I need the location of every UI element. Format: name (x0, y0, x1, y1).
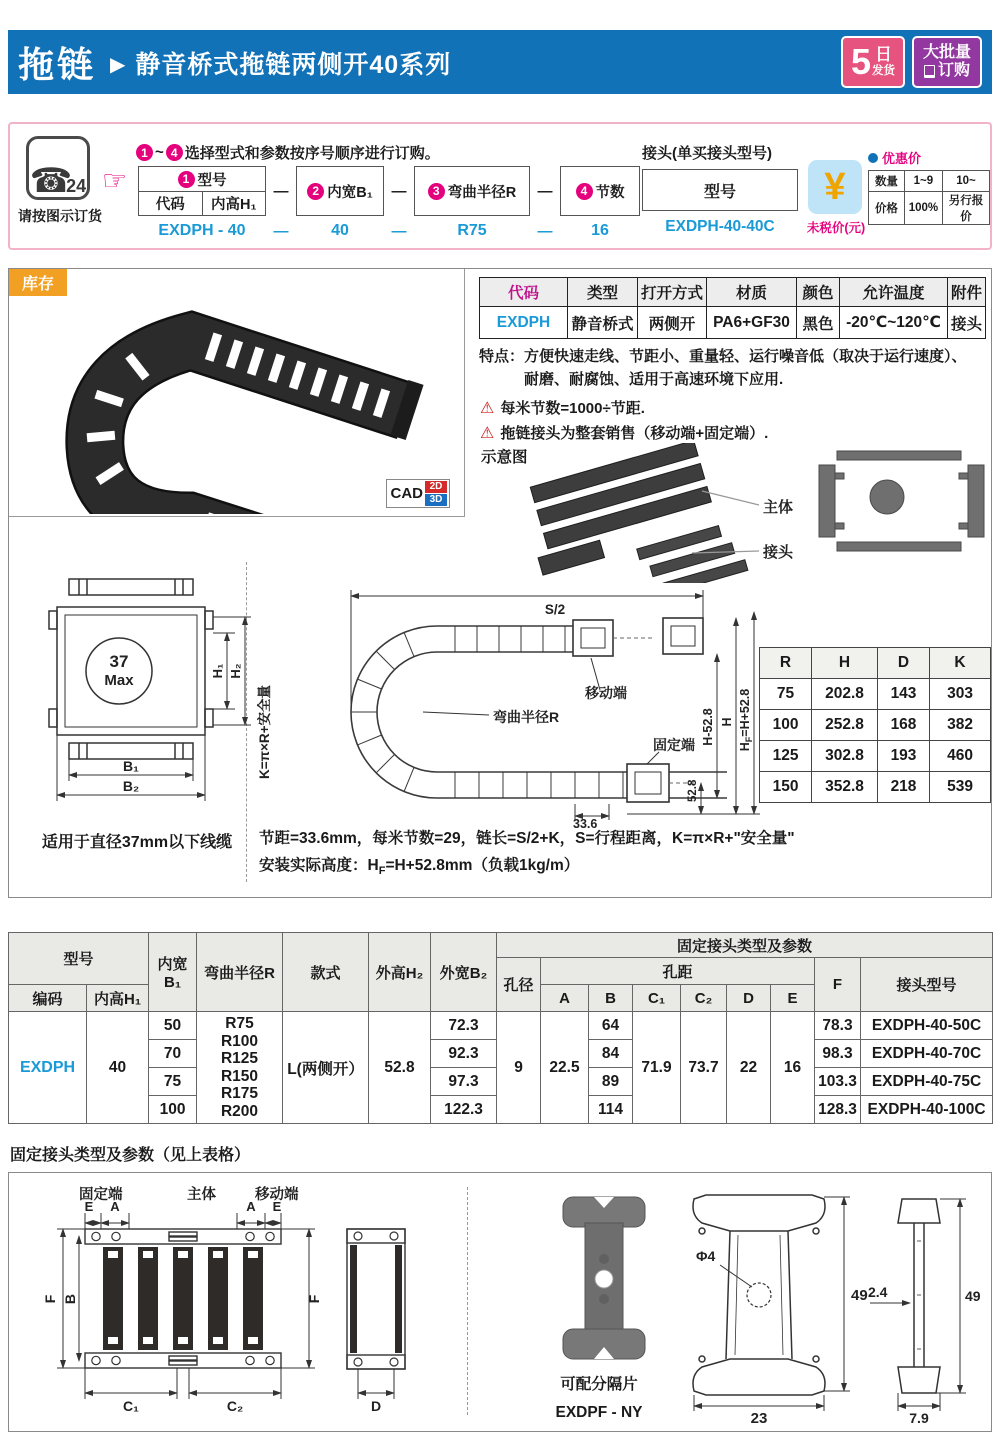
dim-h-minus: H-52.8 (701, 708, 715, 746)
note-line-1: 节距=33.6mm，每米节数=29，链长=S/2+K，S=行程距离，K=π×R+"安全量" (259, 830, 795, 847)
joint-order-column (642, 142, 812, 236)
series-code: EXDPH (9, 1012, 87, 1124)
category-title: 拖链 (18, 43, 97, 85)
note-line-2: 安装实际高度：$H_F=H+52.8mm$（负载1kg/m） (259, 857, 580, 878)
rhdk-table: R H D K 75 202.8 143 303 100 252.8 168 382 125 302.8 193 460 150 352.8 218 539 (759, 647, 991, 803)
dim-a: A (110, 1199, 120, 1214)
order-example-values: EXDPH - 40 — 40 — R75 — 16 (158, 222, 609, 240)
dim-height-49: 49 (965, 1288, 981, 1304)
dim-b: B (62, 1293, 78, 1305)
dim-f: F (42, 1294, 58, 1304)
section-divider (467, 1187, 468, 1415)
table-row: 125 302.8 193 460 (760, 741, 991, 772)
untaxed-price-caption: 未税价(元) (806, 221, 866, 235)
schematic-title: 示意图 (481, 449, 528, 466)
table-row: 100 252.8 168 382 (760, 710, 991, 741)
order-steps: 1 型号 代码 内高H₁ — 2 内宽B₁ — 3 弯曲半径R — 4 节数 (138, 166, 640, 216)
bend-radius-label: 弯曲半径R (493, 709, 560, 725)
document-icon (924, 65, 935, 78)
schematic-top-view (809, 445, 994, 557)
phone-24h-icon: ☎ 24 (26, 136, 90, 200)
dim-hf: $H_F=H+52.8$ (738, 688, 754, 752)
dim-h2: H₂ (228, 663, 243, 679)
warning-note-1: ⚠ 每米节数=1000÷节距. (480, 399, 645, 417)
price-table: 数量 1~9 10~ 价格 100% 另行报价 (868, 170, 990, 225)
discount-label: 优惠价 (882, 151, 922, 166)
dim-c1: C₁ (123, 1398, 139, 1414)
moving-end-label: 移动端 (255, 1187, 299, 1203)
dim-c2: C₂ (226, 1398, 244, 1414)
separator-front-view (654, 1181, 869, 1426)
joint-model-value: EXDPH-40-40C (665, 218, 775, 235)
joint-model-box: 型号 (642, 169, 798, 211)
dim-h1: H₁ (210, 663, 225, 679)
series-code: EXDPH (480, 307, 568, 339)
header-banner (8, 30, 992, 94)
model-spec-table: 型号 内宽B₁ 弯曲半径R 款式 外高H₂ 外宽B₂ 固定接头类型及参数 孔径 孔距 F 接头型号 编码 内高H₁ A B C₁ C₂ D E EXDPH 40 50 R75 R100 R125 R150 R175 R200 L(两侧开） 52.8 72.3 9 22.5 64 71.9 73.7 22 16 78.3 EXDPH-40-50C 70 92.3 84 98.3 EXDPH-40-70C 75 97.3 89 103.3 EXDPH-40-75C 100 122.3 114 128.3 EXDPH-40-100C (8, 932, 993, 1124)
arrow-icon: ▶ (110, 53, 126, 76)
dim-base-width: 7.9 (909, 1410, 929, 1426)
dim-width-23: 23 (750, 1410, 768, 1426)
ship-days: 5 (850, 41, 872, 82)
header-badges (841, 36, 982, 88)
ship-5day-badge: 5 日 发货 (841, 36, 905, 88)
step-links-box: 4 节数 (560, 166, 640, 216)
bottom-section-title: 固定接头类型及参数（见上表格） (10, 1147, 251, 1164)
table-row: 150 352.8 218 539 (760, 772, 991, 803)
radius-options: R75 R100 R125 R150 R175 R200 (197, 1012, 283, 1124)
table-row: 75 202.8 143 303 (760, 679, 991, 710)
svg-text:F: F (306, 1294, 322, 1304)
page-title: 静音桥式拖链两侧开40系列 (135, 51, 452, 79)
pointing-hand-icon: ☞ (102, 165, 128, 196)
bulk-order-badge: 大批量 订购 (912, 36, 982, 88)
table-row: 70 92.3 84 98.3 EXDPH-40-70C (9, 1040, 993, 1068)
dim-pitch: 33.6 (573, 817, 598, 830)
cross-section-drawing (21, 565, 253, 827)
cad-download-badge[interactable] (386, 479, 451, 508)
separator-3d-image (549, 1193, 659, 1363)
body-callout: 主体 (763, 499, 794, 516)
separator-side-view (854, 1181, 984, 1426)
cad-label: CAD (390, 485, 423, 502)
yen-price-icon: ¥ (808, 160, 862, 214)
cable-capacity-caption: 适用于直径37mm以下线缆 (41, 834, 233, 851)
separator-caption: 可配分隔片 EXDPF - NY (514, 1371, 684, 1427)
cable-dia-value: 37 (109, 652, 129, 671)
joint-top-view-drawing (17, 1177, 477, 1427)
dim-s2: S/2 (544, 602, 566, 617)
step-model-box: 1 型号 代码 内高H₁ (138, 166, 266, 216)
step-radius-box: 3 弯曲半径R (414, 166, 530, 216)
product-image-box (9, 269, 465, 517)
dim-phi4: Φ4 (696, 1248, 716, 1264)
k-formula-label: K=π×R+安全量 (257, 685, 272, 779)
fixed-end-label: 固定端 (653, 737, 695, 753)
table-row: EXDPH 40 50 R75 R100 R125 R150 R175 R200 L(两侧开） 52.8 72.3 9 22.5 64 71.9 73.7 22 16 78.3 EXDPH-40-50C (9, 1012, 993, 1040)
order-guide-panel (8, 122, 992, 250)
dim-b2: B₂ (122, 778, 140, 794)
formula-notes (259, 825, 795, 885)
dim-d: D (370, 1398, 382, 1414)
dim-height-49: 49 (851, 1287, 868, 1304)
svg-text:A: A (246, 1199, 256, 1214)
dim-thickness: 2.4 (868, 1284, 888, 1300)
discount-price-block (868, 148, 990, 225)
warning-note-2: ⚠ 拖链接头为整套销售（移动端+固定端）. (480, 424, 769, 442)
step-width-box: 2 内宽B₁ (296, 166, 384, 216)
product-photo (9, 269, 463, 514)
features-text: 特点：方便快速走线、节距小、重量轻、运行噪音低（取决于运行速度）、 耐磨、耐腐蚀、适用于高速环境下应用. (479, 348, 967, 388)
dim-e: E (84, 1199, 94, 1214)
separator-model: EXDPF - NY (555, 1404, 643, 1421)
fixed-end-label: 固定端 (79, 1187, 123, 1203)
cad-2d-tag: 2D (425, 481, 447, 493)
body-label: 主体 (187, 1187, 216, 1203)
warning-icon: ⚠ (480, 424, 495, 442)
table-row: 100 122.3 114 128.3 EXDPH-40-100C (9, 1096, 993, 1124)
table-row: 75 97.3 89 103.3 EXDPH-40-75C (9, 1068, 993, 1096)
order-instruction: 1 ~ 4 选择型式和参数按序号顺序进行订购。 (136, 142, 440, 163)
spec-table: 代码 类型 打开方式 材质 颜色 允许温度 附件 EXDPH 静音桥式 两侧开 PA6+GF30 黑色 -20℃~120℃ 接头 (479, 277, 986, 339)
svg-text:Max: Max (104, 672, 134, 689)
dim-offset: 52.8 (687, 779, 699, 802)
joint-drawing-panel (8, 1172, 992, 1432)
joint-label: 接头(单买接头型号) (642, 145, 772, 162)
svg-text:E: E (272, 1199, 282, 1214)
warning-icon: ⚠ (480, 399, 495, 417)
moving-end-label: 移动端 (585, 685, 627, 701)
order-caption: 请按图示订货 (18, 208, 102, 224)
dim-h: H (720, 717, 734, 727)
blue-dot-icon (868, 153, 878, 163)
main-content-panel (8, 268, 992, 898)
cad-3d-tag: 3D (425, 494, 447, 506)
dim-b1: B₁ (123, 758, 139, 774)
stock-badge: 库存 (9, 269, 67, 296)
joint-callout: 接头 (763, 544, 794, 561)
side-view-drawing (255, 562, 770, 830)
